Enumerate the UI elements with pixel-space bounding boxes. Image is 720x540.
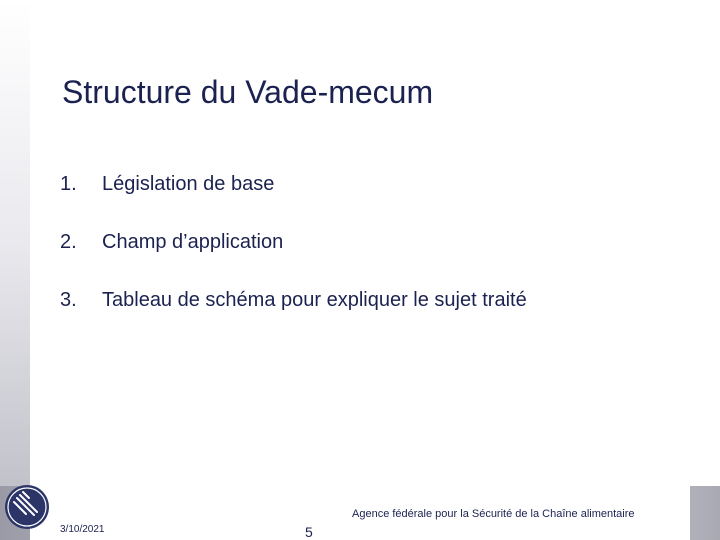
slide-title: Structure du Vade-mecum [62,74,434,110]
item-number: 3. [60,289,77,311]
left-decor-bar [0,0,30,540]
item-text: Législation de base [102,173,275,195]
page-number: 5 [305,524,313,540]
item-number: 1. [60,173,77,195]
item-text: Tableau de schéma pour expliquer le sujet traité [102,289,527,311]
outline-list [60,173,527,347]
cutlery-icon [2,482,52,532]
item-text: Champ d’application [102,231,284,253]
list-item [60,289,527,347]
list-item [60,173,527,231]
footer-organization: Agence fédérale pour la Sécurité de la Chaîne alimentaire [352,508,635,520]
footer-date: 3/10/2021 [60,524,105,535]
item-number: 2. [60,231,77,253]
list-item [60,231,527,289]
